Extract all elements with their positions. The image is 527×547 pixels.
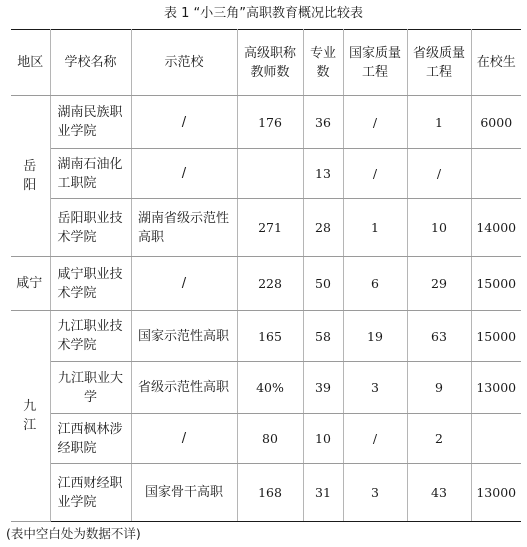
- senior-teachers-cell: 80: [237, 414, 303, 464]
- table-row: [11, 257, 521, 311]
- school-cell: 湖南石油化工职院: [50, 149, 131, 199]
- national-cell: 19: [343, 311, 407, 362]
- header-national: 国家质量工程: [343, 30, 407, 96]
- majors-cell: 36: [303, 96, 343, 149]
- comparison-table: [11, 29, 521, 522]
- header-model: 示范校: [131, 30, 237, 96]
- school-cell: 岳阳职业技术学院: [50, 199, 131, 257]
- table-row: [11, 199, 521, 257]
- table-row: [11, 464, 521, 522]
- majors-cell: 58: [303, 311, 343, 362]
- table-caption: 表 1 “小三角”高职教育概况比较表: [163, 6, 363, 21]
- provincial-cell: 10: [407, 199, 471, 257]
- majors-cell: 28: [303, 199, 343, 257]
- header-provincial: 省级质量工程: [407, 30, 471, 96]
- header-senior-teachers: 高级职称教师数: [237, 30, 303, 96]
- senior-teachers-cell: 176: [237, 96, 303, 149]
- school-cell: 江西财经职业学院: [50, 464, 131, 522]
- table-row: [11, 362, 521, 414]
- national-cell: /: [343, 96, 407, 149]
- model-cell: 省级示范性高职: [131, 362, 237, 414]
- table-row: [11, 149, 521, 199]
- table-row: [11, 414, 521, 464]
- national-cell: 3: [343, 362, 407, 414]
- table-row: [11, 96, 521, 149]
- national-cell: 3: [343, 464, 407, 522]
- header-majors: 专业数: [303, 30, 343, 96]
- majors-cell: 10: [303, 414, 343, 464]
- students-cell: 13000: [471, 464, 521, 522]
- students-cell: [471, 414, 521, 464]
- provincial-cell: 43: [407, 464, 471, 522]
- students-cell: [471, 149, 521, 199]
- majors-cell: 50: [303, 257, 343, 311]
- school-cell: 九江职业技术学院: [50, 311, 131, 362]
- majors-cell: 31: [303, 464, 343, 522]
- model-cell: /: [131, 149, 237, 199]
- provincial-cell: 29: [407, 257, 471, 311]
- students-cell: 14000: [471, 199, 521, 257]
- senior-teachers-cell: 165: [237, 311, 303, 362]
- national-cell: 6: [343, 257, 407, 311]
- school-cell: 咸宁职业技术学院: [50, 257, 131, 311]
- region-cell: 咸宁: [11, 257, 50, 311]
- region-cell: 九江: [11, 311, 50, 522]
- header-students: 在校生: [471, 30, 521, 96]
- header-school: 学校名称: [50, 30, 131, 96]
- model-cell: 国家骨干高职: [131, 464, 237, 522]
- students-cell: 15000: [471, 257, 521, 311]
- national-cell: 1: [343, 199, 407, 257]
- senior-teachers-cell: 40%: [237, 362, 303, 414]
- students-cell: 13000: [471, 362, 521, 414]
- provincial-cell: 1: [407, 96, 471, 149]
- model-cell: 国家示范性高职: [131, 311, 237, 362]
- model-cell: 湖南省级示范性高职: [131, 199, 237, 257]
- majors-cell: 39: [303, 362, 343, 414]
- region-cell: 岳阳: [11, 96, 50, 257]
- national-cell: /: [343, 414, 407, 464]
- majors-cell: 13: [303, 149, 343, 199]
- school-cell: 江西枫林涉经职院: [50, 414, 131, 464]
- senior-teachers-cell: [237, 149, 303, 199]
- school-cell: 湖南民族职业学院: [50, 96, 131, 149]
- model-cell: /: [131, 96, 237, 149]
- header-region: 地区: [11, 30, 50, 96]
- students-cell: 15000: [471, 311, 521, 362]
- model-cell: /: [131, 257, 237, 311]
- provincial-cell: 63: [407, 311, 471, 362]
- provincial-cell: 2: [407, 414, 471, 464]
- model-cell: /: [131, 414, 237, 464]
- table-row: [11, 311, 521, 362]
- students-cell: 6000: [471, 96, 521, 149]
- senior-teachers-cell: 228: [237, 257, 303, 311]
- national-cell: /: [343, 149, 407, 199]
- school-cell: 九江职业大学: [50, 362, 131, 414]
- header-row: [11, 30, 521, 96]
- senior-teachers-cell: 271: [237, 199, 303, 257]
- table-footnote: (表中空白处为数据不详): [6, 526, 141, 541]
- provincial-cell: 9: [407, 362, 471, 414]
- provincial-cell: /: [407, 149, 471, 199]
- senior-teachers-cell: 168: [237, 464, 303, 522]
